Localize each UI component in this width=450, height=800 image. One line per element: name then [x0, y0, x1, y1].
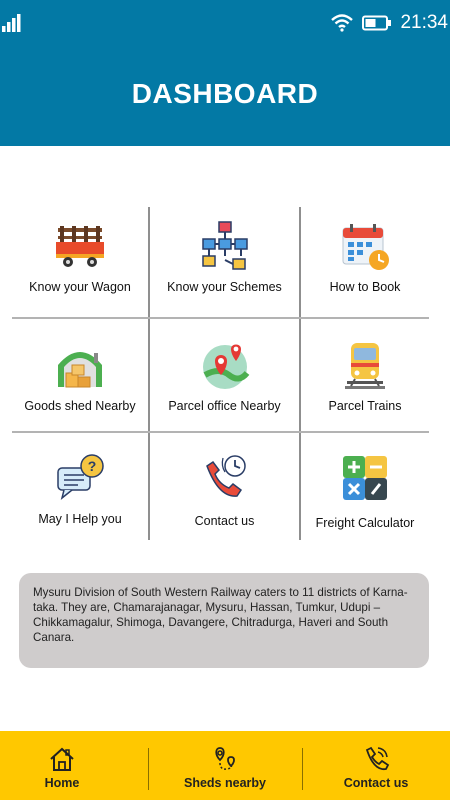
train-icon [339, 339, 391, 391]
nav-label: Sheds nearby [184, 776, 266, 790]
tile-may-i-help-you[interactable] [12, 452, 148, 526]
calculator-icon [339, 452, 391, 504]
svg-text:?: ? [87, 458, 97, 474]
tile-parcel-office-nearby[interactable] [150, 339, 299, 413]
status-time: 21:34 [400, 12, 448, 33]
tile-label: How to Book [329, 280, 401, 294]
calendar-clock-icon [339, 220, 391, 272]
nav-contact-us[interactable] [302, 731, 450, 800]
tile-label: Know your Schemes [167, 280, 282, 294]
warehouse-icon [54, 339, 106, 391]
nav-sheds-nearby[interactable] [148, 731, 302, 800]
scheme-flowchart-icon [199, 220, 251, 272]
nav-label: Home [44, 776, 80, 790]
grid-divider [12, 431, 429, 433]
tile-label: Goods shed Nearby [24, 399, 136, 413]
page-title: DASHBOARD [131, 78, 319, 109]
wagon-icon [54, 220, 106, 272]
map-pin-icon [199, 339, 251, 391]
battery-icon [362, 15, 392, 31]
tile-freight-calculator[interactable] [301, 452, 429, 530]
phone-clock-icon [199, 452, 251, 504]
nav-label: Contact us [343, 776, 409, 790]
tile-label: May I Help you [38, 512, 122, 526]
tile-label: Freight Calculator [315, 516, 415, 530]
division-info-box: Mysuru Division of South Western Railway caters to 11 districts of Karna-taka. They are, Chamarajanagar, Mysuru, Hassan, Tumkur, Udupi – Chikkamagalur, Shimoga, Davangere, Chitradurga, Haveri and South Canara. [19, 573, 429, 668]
dashboard-grid [12, 207, 429, 540]
status-bar [0, 0, 450, 48]
bottom-nav-bar [0, 731, 450, 800]
tile-how-to-book[interactable] [301, 220, 429, 294]
help-chat-icon [54, 452, 106, 504]
tile-know-your-wagon[interactable] [12, 220, 148, 294]
tile-parcel-trains[interactable] [301, 339, 429, 413]
tile-label: Contact us [194, 514, 255, 528]
tile-label: Parcel Trains [328, 399, 402, 413]
grid-divider [12, 317, 429, 319]
tile-know-your-schemes[interactable] [150, 220, 299, 294]
tile-label: Parcel office Nearby [168, 399, 281, 413]
app-header [0, 48, 450, 146]
home-icon [48, 745, 76, 773]
phone-icon [362, 745, 390, 773]
signal-icon [2, 14, 22, 32]
tile-label: Know your Wagon [29, 280, 131, 294]
route-pin-icon [211, 745, 239, 773]
tile-contact-us[interactable] [150, 452, 299, 528]
wifi-icon [330, 14, 354, 32]
tile-goods-shed-nearby[interactable] [12, 339, 148, 413]
nav-home[interactable] [0, 731, 124, 800]
